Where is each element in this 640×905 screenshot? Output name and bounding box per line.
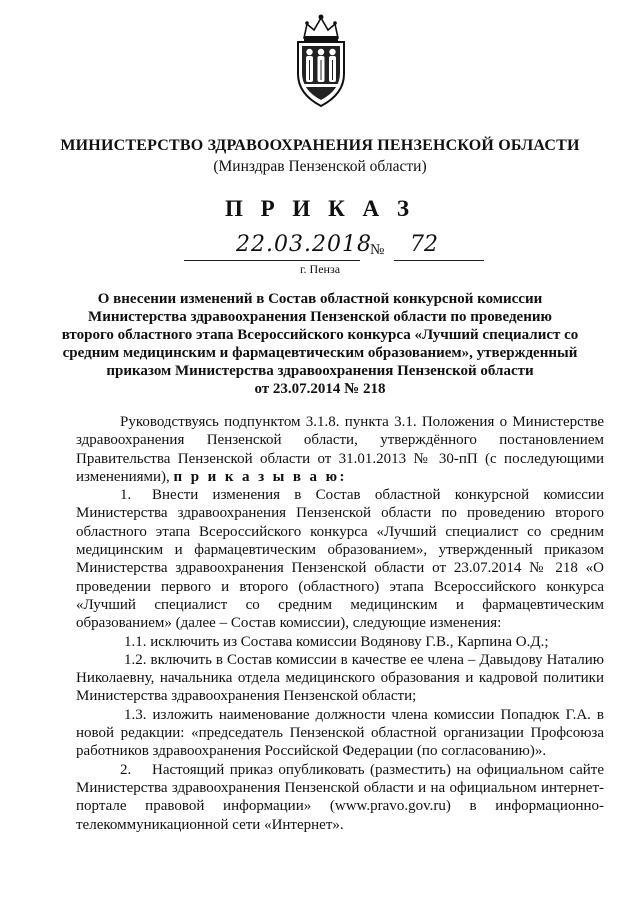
number-underline — [394, 260, 484, 261]
order-title — [40, 290, 600, 398]
ministry-name: МИНИСТЕРСТВО ЗДРАВООХРАНЕНИЯ ПЕНЗЕНСКОЙ ОБЛАСТИ — [60, 137, 580, 154]
item-1-2-paragraph: 1.2. включить в Состав комиссии в качестве ее члена – Давыдову Наталию Николаевну, начальника отдела медицинского образования и кадровой политики Министерства здравоохранения Пензенской области; — [76, 651, 604, 705]
title-line: средним медицинским и фармацевтическим образованием», утвержденный — [62, 345, 578, 361]
item-2-text: Настоящий приказ опубликовать (разместить) на официальном сайте Министерства здравоохранения Пензенской области и на официальном интернет-портале правовой информации» (www.pravo.gov.ru) в информационно-телекоммуникационной сети «Интернет». — [76, 761, 604, 833]
number-sign: № — [370, 242, 385, 258]
ministry-short-name: (Минздрав Пензенской области) — [213, 158, 427, 175]
preamble-text: Руководствуясь подпунктом 3.1.8. пункта 3.1. Положения о Министерстве здравоохранения Пензенской области, утверждённого постановлением Правительства Пензенской области от 31.01.2013 № 30-пП (с последующими изменениями), — [76, 414, 604, 485]
coat-of-arms-icon — [290, 12, 352, 112]
preamble-paragraph — [76, 413, 604, 486]
item-2-paragraph — [76, 761, 604, 834]
title-line: второго областного этапа Всероссийского конкурса «Лучший специалист со — [61, 327, 579, 343]
order-body — [76, 413, 604, 834]
document-type-heading: П Р И К А З — [224, 196, 415, 221]
city-label: г. Пенза — [299, 262, 341, 276]
item-1-text: Внести изменения в Состав областной конкурсной комиссии Министерства здравоохранения Пензенской области по проведению второго областного этапа Всероссийского конкурса «Лучший специалист со средним медицинским и фармацевтическим образованием», утвержденный приказом Министерства здравоохранения Пензенской области от 23.07.2014 № 218 «О проведении первого и второго (областного) этапа Всероссийского конкурса «Лучший специалист со средним медицинским и фармацевтическим образованием» (далее – Состав комиссии), следующие изменения: — [76, 487, 604, 632]
date-number-line — [184, 232, 484, 262]
order-word: п р и к а з ы в а ю: — [173, 468, 347, 485]
item-1-number: 1. — [120, 487, 132, 504]
title-line: приказом Министерства здравоохранения Пензенской области — [106, 363, 534, 379]
item-1-3-paragraph: 1.3. изложить наименование должности члена комиссии Попадюк Г.А. в новой редакции: «председатель Пензенской областной организации Профсоюза работников здравоохранения Российской Федерации (по согласованию)». — [76, 706, 604, 760]
title-line: О внесении изменений в Состав областной конкурсной комиссии — [97, 291, 543, 307]
item-1-1-paragraph: 1.1. исключить из Состава комиссии Водянову Г.В., Карпина О.Д.; — [124, 633, 549, 650]
item-1-paragraph — [76, 486, 604, 632]
item-2-number: 2. — [120, 761, 132, 778]
handwritten-date: 22.03.2018 — [236, 232, 372, 257]
title-line: от 23.07.2014 № 218 — [254, 381, 386, 397]
date-underline — [184, 260, 360, 261]
title-line: Министерства здравоохранения Пензенской области по проведению — [88, 309, 552, 325]
handwritten-number: 72 — [410, 232, 438, 257]
